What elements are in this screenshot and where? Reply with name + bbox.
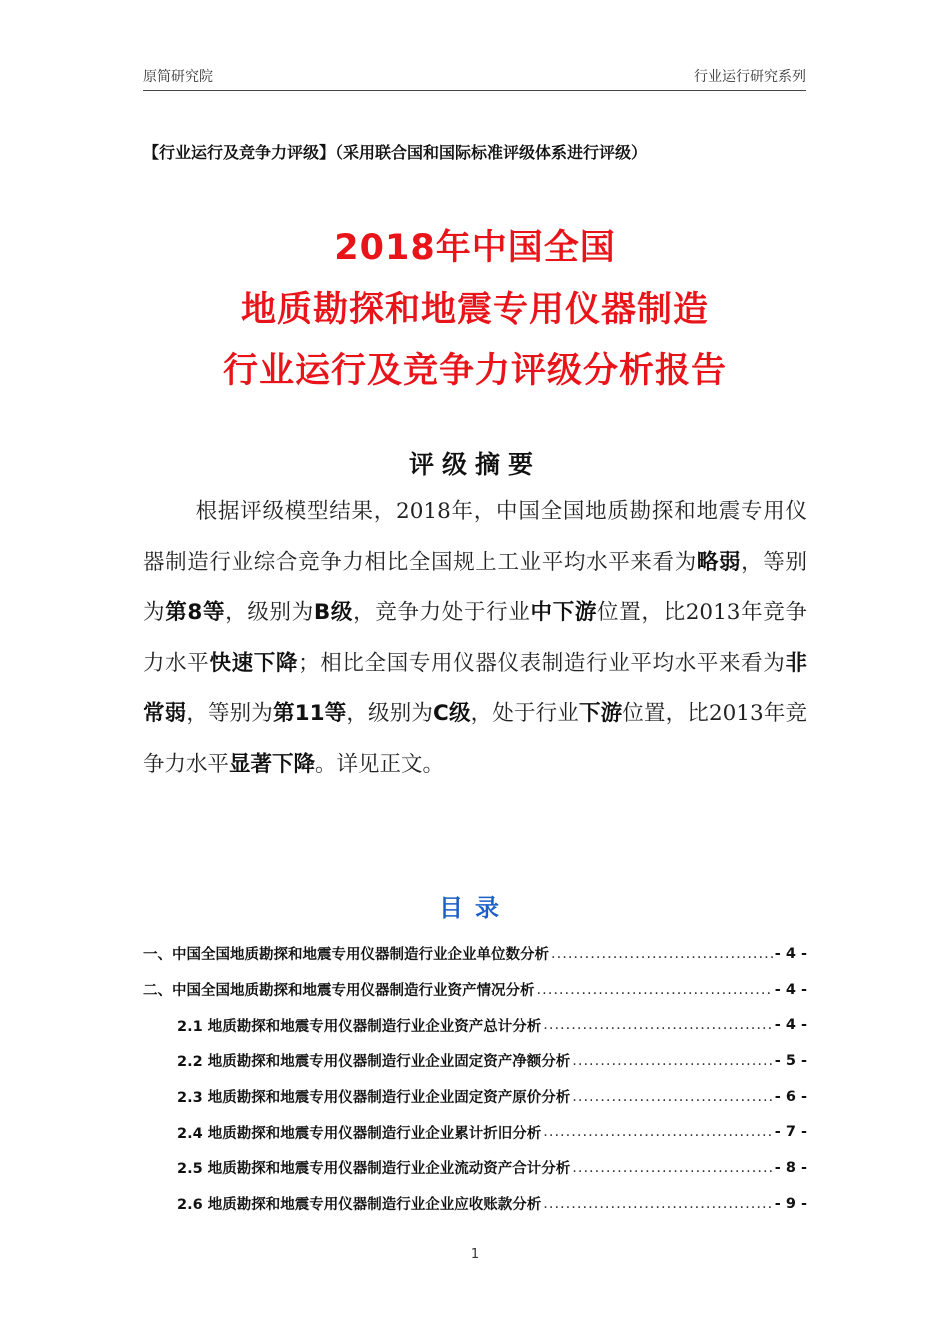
toc-entry[interactable] xyxy=(143,936,807,972)
toc-entry-label: 二、中国全国地质勘探和地震专用仪器制造行业资产情况分析 xyxy=(143,983,535,1000)
toc-heading: 目录 xyxy=(439,894,511,922)
report-title-line-2: 地质勘探和地震专用仪器制造 xyxy=(240,290,709,330)
summary-text: ，等别为 xyxy=(143,549,807,626)
summary-text: ，竞争力处于行业 xyxy=(353,600,531,626)
toc-entry[interactable] xyxy=(143,1043,807,1079)
toc-entry[interactable] xyxy=(143,1186,807,1222)
report-title-line-3: 行业运行及竞争力评级分析报告 xyxy=(222,351,727,391)
summary-text: ，级别为 xyxy=(225,600,314,626)
summary-text: 根据评级模型结果，2018年，中国全国地质勘探和地震专用仪器制造行业综合竞争力相比全国规上工业平均水平来看为 xyxy=(143,499,807,575)
summary-emphasis: 略弱 xyxy=(696,549,742,575)
toc-entry-page: - 4 - xyxy=(774,981,807,998)
summary-text: 位置，比2013年竞争力水平 xyxy=(143,600,807,676)
toc-dot-leader xyxy=(572,1053,773,1069)
summary-text: 。详见正文。 xyxy=(315,751,445,777)
summary-emphasis: 第8等 xyxy=(165,600,226,626)
toc-entry-page: - 6 - xyxy=(774,1088,807,1105)
summary-emphasis: 第11等 xyxy=(272,701,347,727)
toc-entry-label: 2.6 地质勘探和地震专用仪器制造行业企业应收账款分析 xyxy=(177,1197,542,1214)
toc-entry-label: 2.4 地质勘探和地震专用仪器制造行业企业累计折旧分析 xyxy=(177,1125,542,1142)
summary-text: ，级别为 xyxy=(346,701,434,727)
toc-entry-page: - 9 - xyxy=(774,1195,807,1212)
toc-entry-label: 一、中国全国地质勘探和地震专用仪器制造行业企业单位数分析 xyxy=(143,947,549,964)
toc-entry-page: - 8 - xyxy=(774,1159,807,1176)
summary-emphasis: 快速下降 xyxy=(209,650,299,676)
toc-entry[interactable] xyxy=(143,1150,807,1186)
toc-dot-leader xyxy=(551,946,773,962)
toc-dot-leader xyxy=(543,1124,773,1140)
toc-entry[interactable] xyxy=(143,1007,807,1043)
summary-paragraph xyxy=(143,487,807,791)
toc-entry[interactable] xyxy=(143,1114,807,1150)
summary-emphasis: 显著下降 xyxy=(229,751,316,777)
report-title-line-1: 2018年中国全国 xyxy=(334,228,616,268)
summary-text: ，处于行业 xyxy=(470,701,579,727)
toc-dot-leader xyxy=(572,1089,773,1105)
toc-entry-page: - 4 - xyxy=(774,945,807,962)
summary-emphasis: 非常弱 xyxy=(143,650,807,727)
summary-text: ，等别为 xyxy=(186,701,273,727)
table-of-contents xyxy=(143,936,807,1222)
summary-text: ；相比全国专用仪器仪表制造行业平均水平来看为 xyxy=(298,650,786,676)
toc-dot-leader xyxy=(537,982,773,998)
toc-entry[interactable] xyxy=(143,972,807,1008)
toc-entry-page: - 4 - xyxy=(774,1017,807,1034)
rating-tagline: 【行业运行及竞争力评级】（采用联合国和国际标准评级体系进行评级） xyxy=(143,143,648,162)
summary-emphasis: B级 xyxy=(313,600,354,626)
summary-emphasis: 下游 xyxy=(578,701,623,727)
toc-entry-label: 2.5 地质勘探和地震专用仪器制造行业企业流动资产合计分析 xyxy=(177,1161,571,1178)
header-divider xyxy=(143,90,806,91)
toc-dot-leader xyxy=(543,1017,773,1033)
page-number: 1 xyxy=(470,1247,480,1262)
toc-dot-leader xyxy=(543,1196,773,1212)
summary-text: 位置，比2013年竞争力水平 xyxy=(143,701,807,777)
toc-entry-label: 2.2 地质勘探和地震专用仪器制造行业企业固定资产净额分析 xyxy=(177,1054,571,1071)
toc-entry[interactable] xyxy=(143,1079,807,1115)
header-series-name: 行业运行研究系列 xyxy=(694,69,806,85)
toc-entry-page: - 5 - xyxy=(774,1052,807,1069)
summary-emphasis: C级 xyxy=(433,701,471,727)
toc-entry-label: 2.1 地质勘探和地震专用仪器制造行业企业资产总计分析 xyxy=(177,1018,542,1035)
header-org-name: 原简研究院 xyxy=(143,69,213,85)
toc-entry-page: - 7 - xyxy=(774,1124,807,1141)
summary-emphasis: 中下游 xyxy=(530,600,598,626)
toc-entry-label: 2.3 地质勘探和地震专用仪器制造行业企业固定资产原价分析 xyxy=(177,1090,571,1107)
summary-heading: 评级摘要 xyxy=(408,450,541,479)
toc-dot-leader xyxy=(572,1160,773,1176)
